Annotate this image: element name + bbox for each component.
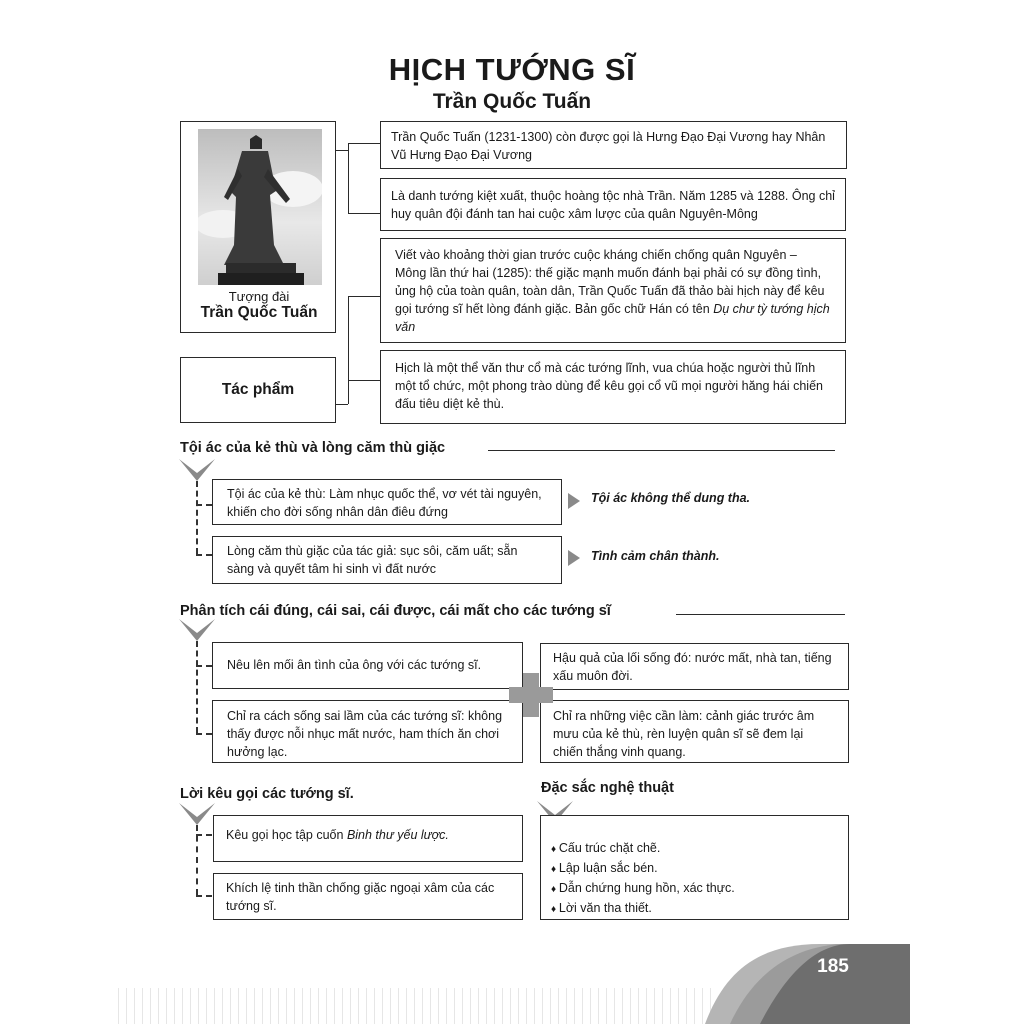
- connector: [348, 213, 380, 214]
- section1-heading: Tội ác của kẻ thù và lòng căm thù giặc: [180, 440, 446, 456]
- section2-tree: [196, 641, 198, 733]
- statue-panel: [180, 121, 336, 333]
- context-text: Viết vào khoảng thời gian trước cuộc kháng chiến chống quân Nguyên – Mông lần thứ hai (1285): thế giặc mạnh muốn đánh bại phải có sự đồng tình, ủng hộ của toàn quân, toàn dân, Trần Quốc Tuấn đã thảo bài hịch này để kêu gọi tướng sĩ hết lòng đánh giặc. Bản gốc chữ Hán có tên: [395, 248, 825, 316]
- connector: [348, 296, 380, 297]
- section3-tree: [196, 834, 212, 836]
- arrow-right-icon: [568, 550, 580, 566]
- author-subtitle: Trần Quốc Tuấn: [432, 90, 592, 113]
- art-features-list: [551, 839, 838, 919]
- chevron-down-icon: [179, 803, 215, 825]
- section1-tree: [196, 481, 198, 554]
- consequence-text: Hậu quả của lối sống đó: nước mất, nhà tan, tiếng xấu muôn đời.: [553, 651, 832, 683]
- list-item: ♦ Lời văn tha thiết.: [551, 899, 838, 919]
- list-item: ♦ Lập luận sắc bén.: [551, 859, 838, 879]
- crime-text: Tội ác của kẻ thù: Làm nhục quốc thể, vơ vét tài nguyên, khiến cho đời sống nhân dân điêu đứng: [227, 487, 542, 519]
- chevron-down-icon: [179, 459, 215, 481]
- work-label-box: [180, 357, 336, 423]
- connector: [348, 143, 380, 144]
- section2-heading: Phân tích cái đúng, cái sai, cái được, cái mất cho các tướng sĩ: [180, 603, 611, 619]
- genre-text: Hịch là một thể văn thư cổ mà các tướng lĩnh, vua chúa hoặc người thủ lĩnh một tổ chức, một phong trào dùng để kêu gọi cổ vũ mọi người hăng hái chiến đấu tiêu diệt kẻ thù.: [395, 361, 823, 411]
- section1-tree: [196, 554, 212, 556]
- study-book-title: Binh thư yếu lược.: [346, 828, 449, 842]
- plus-icon: [509, 673, 553, 717]
- author-role-text: Là danh tướng kiệt xuất, thuộc hoàng tộc nhà Trần. Năm 1285 và 1288. Ông chỉ huy quân đội đánh tan hai cuộc xâm lược của quân Nguyên-Mông: [391, 189, 835, 221]
- connector: [348, 296, 349, 404]
- statue-caption-small: Tượng đài: [228, 289, 290, 304]
- hatred-text: Lòng căm thù giặc của tác giả: sục sôi, căm uất; sẵn sàng và quyết tâm hi sinh vì đất nước: [227, 544, 518, 576]
- section1-tree: [196, 504, 212, 506]
- gratitude-box: [212, 642, 523, 689]
- tasks-box: [540, 700, 849, 763]
- section4-heading: Đặc sắc nghệ thuật: [541, 780, 674, 796]
- section2-tree: [196, 665, 212, 667]
- encourage-text: Khích lệ tinh thần chống giặc ngoại xâm của các tướng sĩ.: [226, 881, 495, 913]
- consequence-box: [540, 643, 849, 690]
- arrow-right-icon: [568, 493, 580, 509]
- section2-tree: [196, 733, 212, 735]
- page-title: HỊCH TƯỚNG SĨ: [388, 52, 636, 87]
- section2-rule: [676, 614, 845, 615]
- connector: [348, 380, 380, 381]
- author-bio-box: [380, 121, 847, 169]
- page-number: 185: [817, 956, 849, 977]
- encourage-box: [213, 873, 523, 920]
- study-book-box: [213, 815, 523, 862]
- chevron-down-icon: [179, 619, 215, 641]
- hatred-note: Tình cảm chân thành.: [591, 549, 720, 563]
- hatred-box: [212, 536, 562, 584]
- footer-wave: [700, 940, 910, 1024]
- work-label: Tác phẩm: [221, 381, 295, 398]
- genre-box: [380, 350, 846, 424]
- section3-tree: [196, 895, 212, 897]
- crime-note: Tội ác không thể dung tha.: [591, 491, 751, 505]
- context-box: [380, 238, 846, 343]
- author-bio-text: Trần Quốc Tuấn (1231-1300) còn được gọi là Hưng Đạo Đại Vương hay Nhân Vũ Hưng Đạo Đại Vương: [391, 130, 826, 162]
- footer-stripes: [118, 988, 718, 1024]
- author-role-box: [380, 178, 846, 231]
- gratitude-text: Nêu lên mối ân tình của ông với các tướng sĩ.: [227, 658, 482, 672]
- statue-caption-name: Trần Quốc Tuấn: [200, 304, 318, 321]
- crime-box: [212, 479, 562, 525]
- tasks-text: Chỉ ra những việc cần làm: cảnh giác trước âm mưu của kẻ thù, rèn luyện quân sĩ sẽ đem lại chiến thắng vinh quang.: [553, 709, 815, 759]
- statue-image: [198, 129, 322, 285]
- section1-rule: [488, 450, 835, 451]
- context-original-title: Dụ chư tỳ tướng hịch văn: [395, 302, 830, 334]
- connector: [336, 404, 348, 405]
- list-item: ♦ Cấu trúc chặt chẽ.: [551, 839, 838, 859]
- section3-heading: Lời kêu gọi các tướng sĩ.: [180, 786, 354, 802]
- wrong-lifestyle-text: Chỉ ra cách sống sai lầm của các tướng sĩ: không thấy được nỗi nhục mất nước, ham thích ăn chơi hưởng lạc.: [227, 709, 503, 759]
- wrong-lifestyle-box: [212, 700, 523, 763]
- connector: [336, 150, 348, 151]
- connector: [348, 143, 349, 213]
- list-item: ♦ Dẫn chứng hung hồn, xác thực.: [551, 879, 838, 899]
- art-features-box: [540, 815, 849, 920]
- study-book-text: Kêu gọi học tập cuốn: [226, 828, 347, 842]
